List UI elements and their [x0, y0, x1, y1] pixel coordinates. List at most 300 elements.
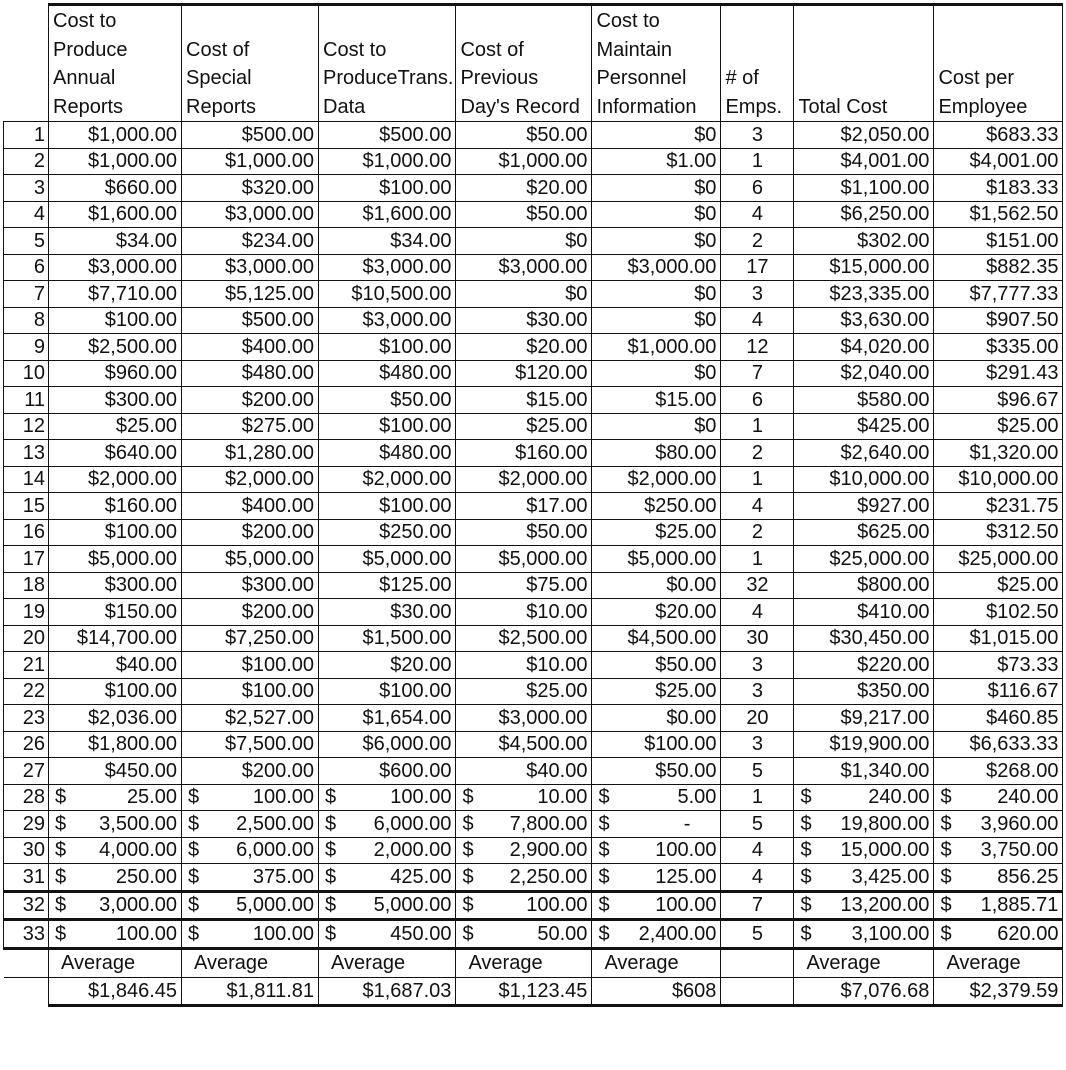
cost-cell: $200.00: [182, 599, 319, 626]
cost-cell: $ 10.00: [456, 784, 592, 811]
cost-cell: $50.00: [456, 122, 592, 149]
table-row: [4, 281, 1063, 308]
cost-cell: $6,000.00: [319, 731, 456, 758]
cost-cell: $2,000.00: [319, 466, 456, 493]
row-number: 29: [4, 811, 49, 838]
cost-cell: $1,500.00: [319, 625, 456, 652]
cost-cell: $73.33: [934, 652, 1063, 679]
employee-count-cell: 1: [721, 413, 794, 440]
cost-cell: $150.00: [49, 599, 182, 626]
cost-cell: $0.00: [592, 572, 721, 599]
cost-cell: $3,000.00: [319, 307, 456, 334]
cost-cell: $ 620.00: [934, 920, 1063, 949]
table-row: [4, 731, 1063, 758]
cost-cell: $ 1,885.71: [934, 891, 1063, 920]
employee-count-cell: 17: [721, 254, 794, 281]
table-row: [4, 148, 1063, 175]
table-row: [4, 758, 1063, 785]
cost-cell: $291.43: [934, 360, 1063, 387]
cost-cell: $5,000.00: [182, 546, 319, 573]
cost-cell: $3,000.00: [592, 254, 721, 281]
cost-cell: $ 2,900.00: [456, 837, 592, 864]
cost-cell: $683.33: [934, 122, 1063, 149]
table-row: [4, 440, 1063, 467]
cost-cell: $4,020.00: [794, 334, 934, 361]
table-row: [4, 334, 1063, 361]
cost-cell: $25.00: [456, 678, 592, 705]
cost-cell: $ 125.00: [592, 864, 721, 892]
cost-cell: $3,000.00: [456, 705, 592, 732]
cost-cell: $1,280.00: [182, 440, 319, 467]
cost-cell: $907.50: [934, 307, 1063, 334]
cost-cell: $30,450.00: [794, 625, 934, 652]
cost-cell: $ 100.00: [182, 920, 319, 949]
cost-cell: $4,001.00: [934, 148, 1063, 175]
cost-cell: $96.67: [934, 387, 1063, 414]
cost-cell: $0: [592, 360, 721, 387]
row-number: 31: [4, 864, 49, 892]
cost-cell: $10,000.00: [794, 466, 934, 493]
cost-cell: $ 100.00: [592, 837, 721, 864]
average-value: $608: [592, 977, 721, 1005]
cost-cell: $3,000.00: [182, 201, 319, 228]
row-number: 5: [4, 228, 49, 255]
cost-cell: $5,000.00: [456, 546, 592, 573]
table-row: [4, 519, 1063, 546]
cost-cell: $480.00: [319, 360, 456, 387]
employee-count-cell: 7: [721, 360, 794, 387]
cost-cell: $30.00: [319, 599, 456, 626]
cost-cell: $660.00: [49, 175, 182, 202]
cost-cell: $5,125.00: [182, 281, 319, 308]
cost-cell: $17.00: [456, 493, 592, 520]
table-row: [4, 413, 1063, 440]
cost-cell: $ 100.00: [182, 784, 319, 811]
average-value: $1,811.81: [182, 977, 319, 1005]
cost-cell: $ 3,100.00: [794, 920, 934, 949]
row-number: 27: [4, 758, 49, 785]
cost-cell: $350.00: [794, 678, 934, 705]
cost-cell: $10.00: [456, 652, 592, 679]
row-number: 3: [4, 175, 49, 202]
employee-count-cell: 4: [721, 493, 794, 520]
corner-cell: [4, 5, 49, 122]
column-header: Cost to Maintain Personnel Information: [592, 5, 721, 122]
employee-count-cell: 32: [721, 572, 794, 599]
employee-count-cell: 4: [721, 599, 794, 626]
row-number: 14: [4, 466, 49, 493]
cost-cell: $0: [592, 307, 721, 334]
cost-cell: $151.00: [934, 228, 1063, 255]
cost-cell: $300.00: [182, 572, 319, 599]
cost-cell: $1,000.00: [319, 148, 456, 175]
cost-cell: $ 2,000.00: [319, 837, 456, 864]
cost-cell: $160.00: [456, 440, 592, 467]
column-header: Cost of Previous Day's Record: [456, 5, 592, 122]
cost-cell: $ 100.00: [319, 784, 456, 811]
table-row: [4, 837, 1063, 864]
cost-cell: $335.00: [934, 334, 1063, 361]
row-number: 32: [4, 891, 49, 920]
column-header: Cost to Produce Annual Reports: [49, 5, 182, 122]
table-row: [4, 360, 1063, 387]
cost-cell: $1,000.00: [592, 334, 721, 361]
cost-cell: $3,630.00: [794, 307, 934, 334]
cost-cell: $50.00: [592, 758, 721, 785]
table-row: [4, 228, 1063, 255]
row-number: 11: [4, 387, 49, 414]
row-number: 10: [4, 360, 49, 387]
employee-count-cell: 3: [721, 281, 794, 308]
cost-cell: $34.00: [319, 228, 456, 255]
employee-count-cell: 1: [721, 546, 794, 573]
employee-count-cell: 2: [721, 440, 794, 467]
employee-count-cell: 5: [721, 920, 794, 949]
row-number: 13: [4, 440, 49, 467]
cost-cell: $882.35: [934, 254, 1063, 281]
cost-cell: $25.00: [934, 413, 1063, 440]
cost-cell: $100.00: [319, 678, 456, 705]
row-number: 8: [4, 307, 49, 334]
cost-cell: $ 240.00: [794, 784, 934, 811]
cost-cell: $302.00: [794, 228, 934, 255]
table-row: [4, 387, 1063, 414]
cost-cell: $0: [456, 281, 592, 308]
employee-count-cell: 4: [721, 837, 794, 864]
header-row: [4, 5, 1063, 122]
cost-cell: $3,000.00: [456, 254, 592, 281]
cost-cell: $400.00: [182, 493, 319, 520]
table-row: [4, 493, 1063, 520]
row-number: 9: [4, 334, 49, 361]
cost-cell: $30.00: [456, 307, 592, 334]
cost-cell: $1,600.00: [319, 201, 456, 228]
table-row: [4, 625, 1063, 652]
employee-count-cell: 4: [721, 201, 794, 228]
cost-cell: $927.00: [794, 493, 934, 520]
cost-cell: $23,335.00: [794, 281, 934, 308]
average-value: $2,379.59: [934, 977, 1063, 1005]
employee-count-cell: 20: [721, 705, 794, 732]
cost-cell: $2,000.00: [49, 466, 182, 493]
cost-cell: $1,000.00: [182, 148, 319, 175]
cost-cell: $6,633.33: [934, 731, 1063, 758]
cost-cell: $ 6,000.00: [182, 837, 319, 864]
cost-cell: $25.00: [592, 519, 721, 546]
cost-cell: $5,000.00: [319, 546, 456, 573]
cost-cell: $100.00: [319, 175, 456, 202]
average-label-row: [4, 948, 1063, 977]
cost-cell: $10.00: [456, 599, 592, 626]
cost-cell: $ 100.00: [456, 891, 592, 920]
cost-cell: $1,320.00: [934, 440, 1063, 467]
cost-cell: $ 2,500.00: [182, 811, 319, 838]
table-row: [4, 122, 1063, 149]
table-row: [4, 864, 1063, 892]
table-row: [4, 652, 1063, 679]
cost-cell: $100.00: [49, 519, 182, 546]
cost-cell: $2,640.00: [794, 440, 934, 467]
cost-cell: $2,040.00: [794, 360, 934, 387]
cost-cell: $410.00: [794, 599, 934, 626]
row-number: 17: [4, 546, 49, 573]
cost-cell: $5,000.00: [592, 546, 721, 573]
average-label: Average: [456, 948, 592, 977]
cost-cell: $1,800.00: [49, 731, 182, 758]
column-header: Cost to ProduceTrans. Data: [319, 5, 456, 122]
cost-cell: $0: [592, 228, 721, 255]
average-value: $1,846.45: [49, 977, 182, 1005]
cost-cell: $14,700.00: [49, 625, 182, 652]
table-row: [4, 466, 1063, 493]
row-number: 1: [4, 122, 49, 149]
cost-cell: $19,900.00: [794, 731, 934, 758]
row-number: 21: [4, 652, 49, 679]
cost-cell: $50.00: [592, 652, 721, 679]
row-number: 6: [4, 254, 49, 281]
row-number: 2: [4, 148, 49, 175]
row-number: 4: [4, 201, 49, 228]
average-label: Average: [934, 948, 1063, 977]
cost-cell: $625.00: [794, 519, 934, 546]
cost-cell: $ -: [592, 811, 721, 838]
blank-cell: [721, 948, 794, 977]
cost-cell: $ 100.00: [592, 891, 721, 920]
cost-cell: $100.00: [49, 307, 182, 334]
cost-cell: $ 2,250.00: [456, 864, 592, 892]
cost-cell: $20.00: [456, 175, 592, 202]
table-row: [4, 920, 1063, 949]
cost-cell: $40.00: [456, 758, 592, 785]
cost-cell: $7,777.33: [934, 281, 1063, 308]
cost-cell: $102.50: [934, 599, 1063, 626]
employee-count-cell: 3: [721, 652, 794, 679]
cost-cell: $250.00: [592, 493, 721, 520]
row-number: 7: [4, 281, 49, 308]
cost-cell: $500.00: [182, 307, 319, 334]
row-number: 20: [4, 625, 49, 652]
cost-cell: $50.00: [456, 519, 592, 546]
cost-cell: $25.00: [49, 413, 182, 440]
cost-cell: $ 5,000.00: [182, 891, 319, 920]
cost-cell: $160.00: [49, 493, 182, 520]
table-row: [4, 811, 1063, 838]
row-number: 15: [4, 493, 49, 520]
cost-cell: $2,000.00: [592, 466, 721, 493]
table-row: [4, 784, 1063, 811]
blank-cell: [721, 977, 794, 1005]
cost-cell: $220.00: [794, 652, 934, 679]
cost-cell: $1,015.00: [934, 625, 1063, 652]
cost-cell: $275.00: [182, 413, 319, 440]
employee-count-cell: 3: [721, 678, 794, 705]
average-value: $1,687.03: [319, 977, 456, 1005]
cost-cell: $25,000.00: [934, 546, 1063, 573]
cost-cell: $9,217.00: [794, 705, 934, 732]
column-header: Total Cost: [794, 5, 934, 122]
cost-cell: $0: [592, 413, 721, 440]
average-label: Average: [794, 948, 934, 977]
cost-cell: $ 250.00: [49, 864, 182, 892]
cost-cell: $2,000.00: [182, 466, 319, 493]
employee-count-cell: 30: [721, 625, 794, 652]
employee-count-cell: 4: [721, 307, 794, 334]
row-number: 28: [4, 784, 49, 811]
cost-cell: $0: [592, 122, 721, 149]
cost-cell: $1,562.50: [934, 201, 1063, 228]
cost-cell: $300.00: [49, 572, 182, 599]
cost-cell: $460.85: [934, 705, 1063, 732]
cost-cell: $25.00: [456, 413, 592, 440]
cost-cell: $7,710.00: [49, 281, 182, 308]
row-number: 18: [4, 572, 49, 599]
average-label: Average: [182, 948, 319, 977]
cost-cell: $15.00: [592, 387, 721, 414]
cost-cell: $ 15,000.00: [794, 837, 934, 864]
cost-cell: $640.00: [49, 440, 182, 467]
cost-cell: $0: [592, 201, 721, 228]
cost-cell: $75.00: [456, 572, 592, 599]
cost-cell: $ 856.25: [934, 864, 1063, 892]
cost-cell: $425.00: [794, 413, 934, 440]
cost-cell: $ 240.00: [934, 784, 1063, 811]
cost-cell: $ 7,800.00: [456, 811, 592, 838]
cost-cell: $100.00: [49, 678, 182, 705]
cost-cell: $1,600.00: [49, 201, 182, 228]
cost-cell: $15,000.00: [794, 254, 934, 281]
cost-cell: $1,000.00: [49, 148, 182, 175]
cost-cell: $100.00: [592, 731, 721, 758]
employee-count-cell: 3: [721, 731, 794, 758]
table-row: [4, 175, 1063, 202]
column-header: Cost per Employee: [934, 5, 1063, 122]
employee-count-cell: 4: [721, 864, 794, 892]
cost-cell: $4,001.00: [794, 148, 934, 175]
cost-cell: $ 5.00: [592, 784, 721, 811]
cost-cell: $ 13,200.00: [794, 891, 934, 920]
cost-cell: $0: [592, 281, 721, 308]
cost-cell: $50.00: [319, 387, 456, 414]
cost-cell: $580.00: [794, 387, 934, 414]
cost-cell: $ 4,000.00: [49, 837, 182, 864]
cost-cell: $ 2,400.00: [592, 920, 721, 949]
table-row: [4, 307, 1063, 334]
cost-cell: $ 3,960.00: [934, 811, 1063, 838]
table-row: [4, 572, 1063, 599]
cost-cell: $2,500.00: [49, 334, 182, 361]
blank-cell: [4, 977, 49, 1005]
blank-cell: [4, 948, 49, 977]
cost-spreadsheet: [3, 3, 1063, 1007]
employee-count-cell: 1: [721, 466, 794, 493]
table-row: [4, 599, 1063, 626]
table-body: [4, 122, 1063, 1006]
cost-cell: $300.00: [49, 387, 182, 414]
cost-cell: $0: [456, 228, 592, 255]
cost-cell: $312.50: [934, 519, 1063, 546]
cost-cell: $1,000.00: [456, 148, 592, 175]
average-value: $1,123.45: [456, 977, 592, 1005]
cost-cell: $3,000.00: [319, 254, 456, 281]
cost-cell: $100.00: [319, 493, 456, 520]
cost-cell: $183.33: [934, 175, 1063, 202]
cost-cell: $100.00: [319, 334, 456, 361]
cost-cell: $268.00: [934, 758, 1063, 785]
cost-cell: $480.00: [319, 440, 456, 467]
cost-cell: $10,500.00: [319, 281, 456, 308]
cost-cell: $0.00: [592, 705, 721, 732]
cost-cell: $480.00: [182, 360, 319, 387]
cost-cell: $2,050.00: [794, 122, 934, 149]
cost-cell: $320.00: [182, 175, 319, 202]
row-number: 16: [4, 519, 49, 546]
average-value-row: [4, 977, 1063, 1005]
cost-cell: $100.00: [182, 652, 319, 679]
cost-cell: $1,000.00: [49, 122, 182, 149]
cost-cell: $ 19,800.00: [794, 811, 934, 838]
cost-cell: $100.00: [319, 413, 456, 440]
employee-count-cell: 12: [721, 334, 794, 361]
average-label: Average: [49, 948, 182, 977]
average-value: $7,076.68: [794, 977, 934, 1005]
cost-cell: $500.00: [319, 122, 456, 149]
column-header: Cost of Special Reports: [182, 5, 319, 122]
cost-cell: $ 375.00: [182, 864, 319, 892]
row-number: 19: [4, 599, 49, 626]
cost-cell: $2,527.00: [182, 705, 319, 732]
cost-cell: $ 3,750.00: [934, 837, 1063, 864]
column-header: # of Emps.: [721, 5, 794, 122]
average-label: Average: [592, 948, 721, 977]
employee-count-cell: 6: [721, 175, 794, 202]
employee-count-cell: 5: [721, 758, 794, 785]
cost-cell: $1.00: [592, 148, 721, 175]
cost-cell: $500.00: [182, 122, 319, 149]
cost-cell: $50.00: [456, 201, 592, 228]
row-number: 26: [4, 731, 49, 758]
cost-cell: $250.00: [319, 519, 456, 546]
row-number: 23: [4, 705, 49, 732]
employee-count-cell: 1: [721, 148, 794, 175]
cost-cell: $4,500.00: [456, 731, 592, 758]
cost-cell: $ 3,500.00: [49, 811, 182, 838]
cost-cell: $4,500.00: [592, 625, 721, 652]
cost-cell: $20.00: [456, 334, 592, 361]
cost-cell: $7,500.00: [182, 731, 319, 758]
cost-cell: $6,250.00: [794, 201, 934, 228]
cost-cell: $10,000.00: [934, 466, 1063, 493]
cost-cell: $7,250.00: [182, 625, 319, 652]
cost-cell: $20.00: [592, 599, 721, 626]
row-number: 33: [4, 920, 49, 949]
row-number: 12: [4, 413, 49, 440]
cost-cell: $ 3,425.00: [794, 864, 934, 892]
cost-cell: $231.75: [934, 493, 1063, 520]
cost-cell: $34.00: [49, 228, 182, 255]
table-row: [4, 678, 1063, 705]
employee-count-cell: 6: [721, 387, 794, 414]
table-row: [4, 201, 1063, 228]
employee-count-cell: 1: [721, 784, 794, 811]
cost-cell: $200.00: [182, 758, 319, 785]
row-number: 30: [4, 837, 49, 864]
cost-cell: $3,000.00: [49, 254, 182, 281]
cost-cell: $116.67: [934, 678, 1063, 705]
employee-count-cell: 2: [721, 519, 794, 546]
table-row: [4, 254, 1063, 281]
cost-cell: $1,654.00: [319, 705, 456, 732]
cost-cell: $600.00: [319, 758, 456, 785]
